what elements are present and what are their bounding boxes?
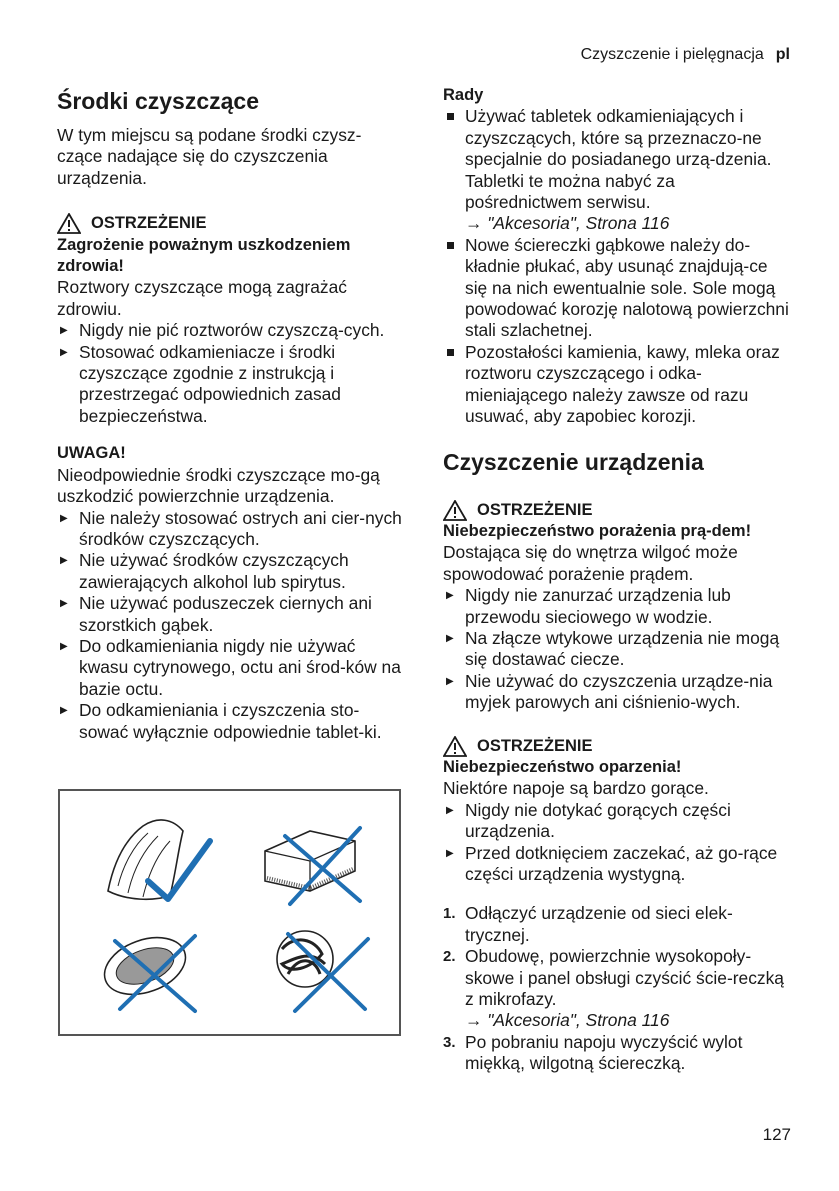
warning-label-text: OSTRZEŻENIE [477, 500, 593, 519]
caution-label: UWAGA! [57, 444, 126, 463]
step-item [443, 1032, 793, 1075]
warning-headline: Niebezpieczeństwo porażenia prą-dem! [443, 521, 752, 540]
left-column [57, 85, 403, 743]
cross-reference: → "Akcesoria", Strona 116 [465, 213, 670, 234]
list-item: ▶ Do odkamieniania i czyszczenia sto-sować wyłącznie odpowiednie tablet-ki. [57, 700, 403, 743]
tips-list [443, 106, 793, 427]
list-item: ▶ Nie należy stosować ostrych ani cier-nych środków czyszczących. [57, 508, 403, 551]
step-item [443, 946, 793, 1032]
list-item [443, 235, 793, 342]
abrasive-pad-icon [95, 921, 215, 1016]
warning-label [443, 500, 793, 521]
step-text: Obudowę, powierzchnie wysokopoły-skowe i panel obsługi czyścić ście-reczką z mikrofazy. [465, 946, 784, 1010]
cross-reference: → "Akcesoria", Strona 116 [465, 1010, 670, 1031]
step-number: 3. [443, 1033, 456, 1051]
steel-wool-icon [260, 919, 380, 1019]
caution-text: Nieodpowiednie środki czyszczące mo-gą uszkodzić powierzchnie urządzenia. [57, 464, 380, 507]
step-number: 1. [443, 905, 456, 923]
appliance-cleaning-title: Czyszczenie urządzenia [443, 448, 704, 475]
page-number: 127 [762, 1125, 791, 1144]
step-number: 2. [443, 948, 456, 966]
microfiber-cloth-icon [98, 811, 218, 906]
warning-text: Niektóre napoje są bardzo gorące. [443, 778, 709, 799]
list-item: ▶ Nigdy nie zanurzać urządzenia lub przewodu sieciowego w wodzie. [443, 585, 793, 628]
list-item [443, 106, 793, 234]
warning-list [443, 585, 793, 713]
list-item: ▶ Nigdy nie dotykać gorących części urządzenia. [443, 800, 793, 843]
step-text: Po pobraniu napoju wyczyścić wylot miękką, wilgotną ściereczką. [465, 1031, 743, 1074]
step-text: Odłączyć urządzenie od sieci elek-trycznej. [465, 903, 733, 945]
running-header [581, 46, 790, 64]
list-item: ▶ Przed dotknięciem zaczekać, aż go-rące części urządzenia wystygną. [443, 843, 793, 886]
list-item: ▶ Stosować odkamieniacze i środki czyszczące zgodnie z instrukcją i przestrzegać odpowiednich zasad bezpieczeństwa. [57, 342, 403, 428]
list-item: ▶ Nie używać do czyszczenia urządze-nia myjek parowych ani ciśnienio-wych. [443, 671, 793, 714]
warning-headline: Zagrożenie poważnym uszkodzeniem zdrowia! [57, 235, 351, 276]
warning-headline: Niebezpieczeństwo oparzenia! [443, 757, 682, 776]
list-item [443, 342, 793, 428]
tip-text: Pozostałości kamienia, kawy, mleka oraz roztworu czyszczącego i odka-mieniającego należy zawsze od razu usuwać, aby zapobiec korozji. [465, 341, 780, 427]
warning-text: Roztwory czyszczące mogą zagrażać zdrowiu. [57, 277, 347, 319]
warning-text: Dostająca się do wnętrza wilgoć może spowodować porażenie prądem. [443, 542, 738, 584]
caution-list [57, 508, 403, 743]
warning-label-text: OSTRZEŻENIE [91, 214, 207, 233]
scouring-sponge-icon [255, 816, 375, 911]
cleaning-tools-illustration [58, 789, 401, 1036]
warning-list [443, 800, 793, 886]
warning-label [57, 213, 403, 234]
tip-text: Używać tabletek odkamieniających i czyszczących, które są przeznaczo-ne specjalnie do posiadanego urzą-dzenia. Tabletki te można nabyć za pośrednictwem serwisu. [465, 106, 772, 213]
intro-text: W tym miejscu są podane środki czysz-czące nadające się do czyszczenia urządzenia. [57, 125, 362, 188]
tip-text: Nowe ściereczki gąbkowe należy do-kładnie płukać, aby usunąć znajdują-ce się na nich ewentualnie sole. Sole mogą powodować korozję nalotową powierzchni stali szlachetnej. [465, 234, 789, 341]
right-column [443, 85, 793, 1075]
cleaning-steps [443, 903, 793, 1074]
warning-label-text: OSTRZEŻENIE [477, 736, 593, 755]
list-item: ▶ Na złącze wtykowe urządzenia nie mogą się dostawać ciecze. [443, 628, 793, 671]
header-section: Czyszczenie i pielęgnacja [580, 46, 764, 63]
list-item: ▶ Do odkamieniania nigdy nie używać kwasu cytrynowego, octu ani środ-ków na bazie octu. [57, 636, 403, 700]
warning-triangle-icon [57, 213, 81, 234]
header-lang: pl [775, 46, 790, 63]
list-item: ▶ Nie używać środków czyszczących zawierających alkohol lub spirytus. [57, 550, 403, 593]
list-item: ▶ Nie używać poduszeczek ciernych ani szorstkich gąbek. [57, 593, 403, 636]
warning-triangle-icon [443, 500, 467, 521]
list-item: ▶ Nigdy nie pić roztworów czyszczą-cych. [57, 320, 403, 341]
warning-triangle-icon [443, 736, 467, 757]
cleaning-agents-title: Środki czyszczące [57, 88, 260, 114]
tips-title: Rady [443, 86, 484, 104]
warning-label [443, 736, 793, 757]
warning-list [57, 320, 403, 427]
step-item [443, 903, 793, 946]
